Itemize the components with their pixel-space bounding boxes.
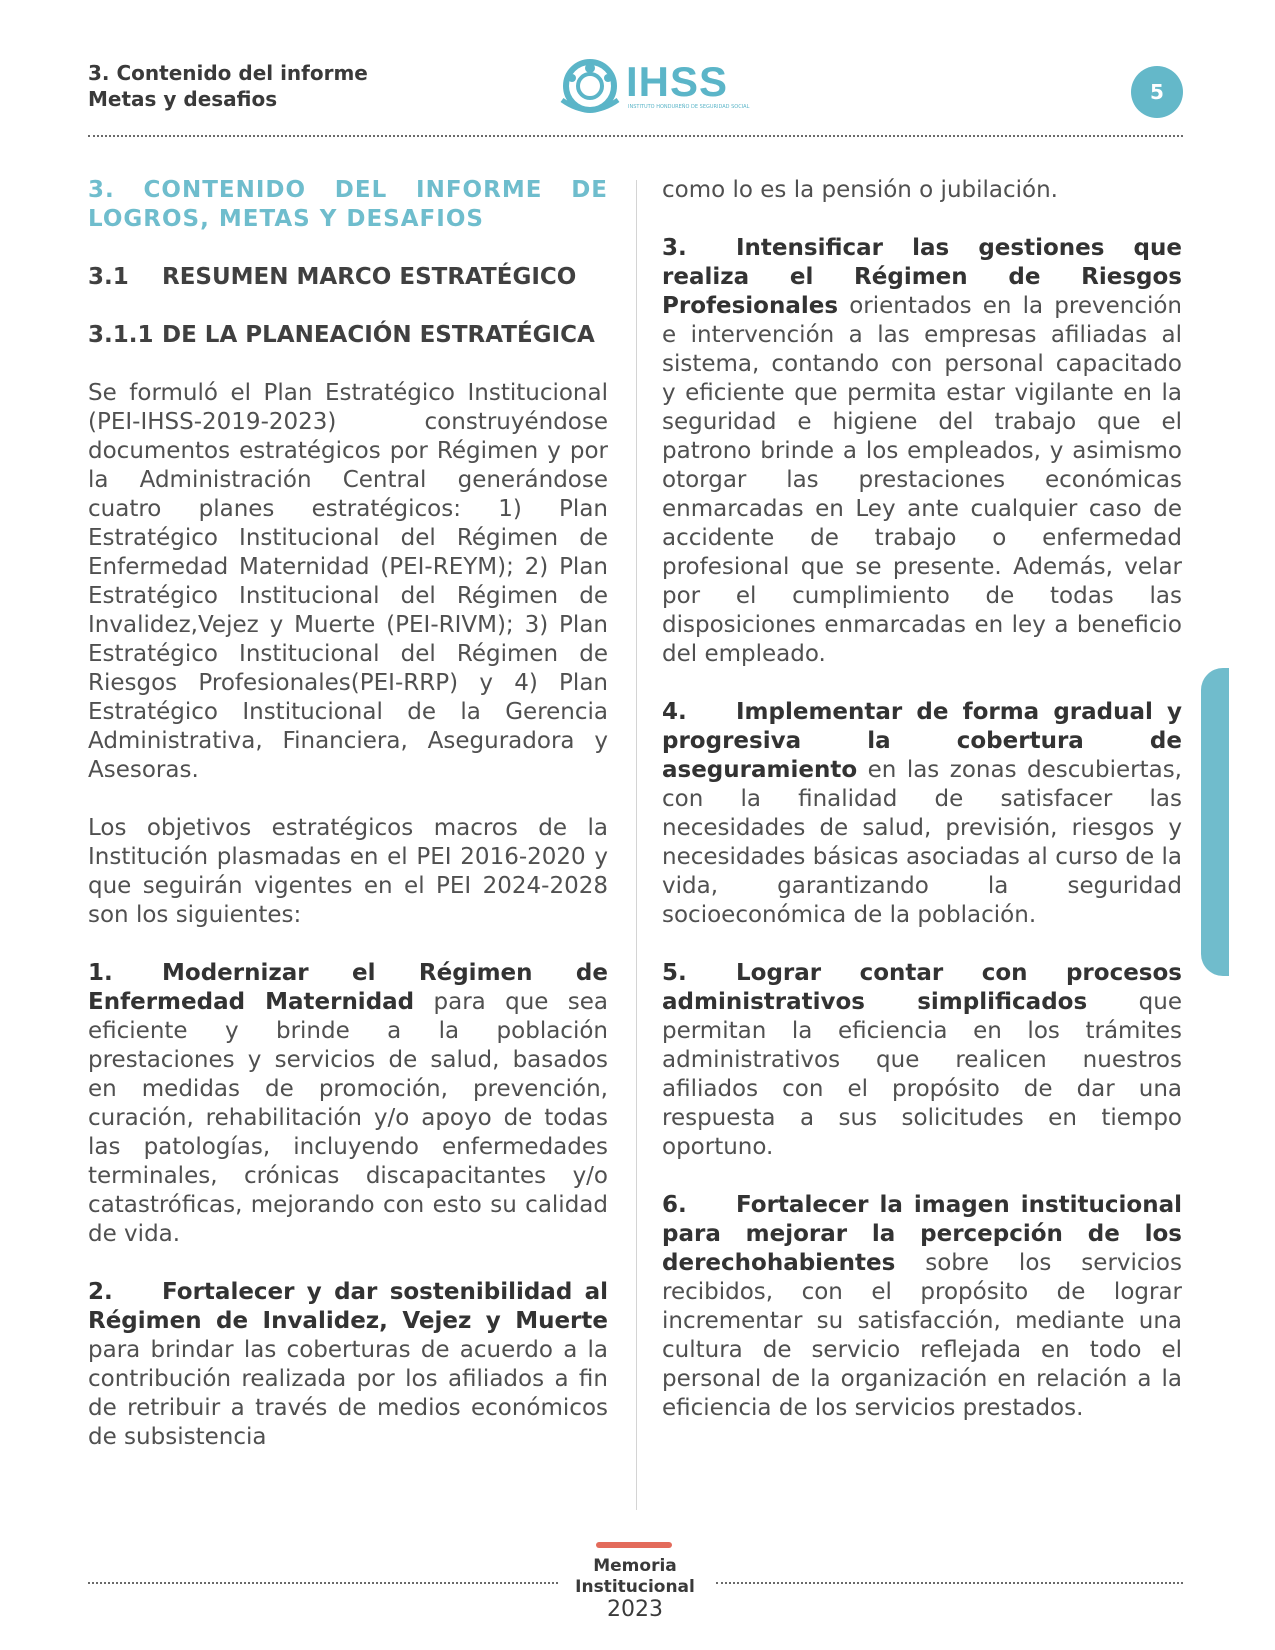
objective-body: orientados en la prevención e intervención a las empresas afiliadas al sistema, contando con personal capacitado y eficiente que permita estar vigilante en la seguridad e higiene del trabajo que el patrono brinde a los empleados, y asimismo otorgar las prestaciones económicas enmarcadas en Ley ante cualquier caso de accidente de trabajo o enfermedad profesional que se presente. Además, velar por el cumplimiento de todas las disposiciones enmarcadas en ley a beneficio del empleado.: [662, 293, 1182, 667]
objective-body: en las zonas descubiertas, con la finalidad de satisfacer las necesidades de salud, previsión, riesgos y necesidades básicas asociadas al curso de la vida, garantizando la seguridad socioeconómica de la población.: [662, 757, 1182, 928]
side-tab-marker: [1201, 668, 1229, 976]
objective-1: [88, 959, 608, 1249]
sub-subsection-heading: [88, 321, 608, 350]
header-divider: [88, 135, 1183, 137]
objective-lead: Modernizar el Régimen de Enfermedad Maternidad: [88, 960, 608, 1015]
footer-year: 2023: [607, 1597, 663, 1622]
left-column: [88, 176, 608, 1452]
sub-subsection-number: 3.1.1: [88, 322, 154, 348]
footer-accent-bar: [596, 1542, 672, 1548]
logo-wordmark: IHSS: [626, 58, 729, 105]
objective-body: sobre los servicios recibidos, con el propósito de lograr incrementar su satisfacción, mediante una cultura de servicio reflejada en todo el personal de la organización en relación a la eficiencia de los servicios prestados.: [662, 1250, 1182, 1421]
ihss-emblem-icon: [556, 56, 624, 118]
right-column: [662, 176, 1182, 1423]
objective-lead: Fortalecer y dar sostenibilidad al Régimen de Invalidez, Vejez y Muerte: [88, 1279, 608, 1334]
objective-lead: Fortalecer la imagen institucional para mejorar la percepción de los derechohabientes: [662, 1192, 1182, 1276]
sub-subsection-title: DE LA PLANEACIÓN ESTRATÉGICA: [162, 322, 595, 348]
paragraph-objectives-intro: Los objetivos estratégicos macros de la Institución plasmadas en el PEI 2016-2020 y que seguirán vigentes en el PEI 2024-2028 son los siguientes:: [88, 815, 608, 928]
objective-lead: Lograr contar con procesos administrativos simplificados: [662, 960, 1182, 1015]
objective-body: para brindar las coberturas de acuerdo a la contribución realizada por los afiliados a fin de retribuir a través de medios económicos de subsistencia: [88, 1337, 608, 1450]
header-chapter: 3. Contenido del informe: [88, 61, 368, 85]
page-number-badge: 5: [1131, 66, 1183, 118]
objective-5: [662, 959, 1182, 1162]
ihss-logo: [556, 52, 750, 118]
paragraph-plan: Se formuló el Plan Estratégico Institucional (PEI-IHSS-2019-2023) construyéndose documentos estratégicos por Régimen y por la Administración Central generándose cuatro planes estratégicos: 1) Plan Estratégico Institucional del Régimen de Enfermedad Maternidad (PEI-REYM); 2) Plan Estratégico Institucional del Régimen de Invalidez,Vejez y Muerte (PEI-RIVM); 3) Plan Estratégico Institucional del Régimen de Riesgos Profesionales(PEI-RRP) y 4) Plan Estratégico Institucional de la Gerencia Administrativa, Financiera, Aseguradora y Asesoras.: [88, 380, 608, 783]
objective-number: 5.: [662, 960, 687, 986]
section-title: 3. CONTENIDO DEL INFORME DE LOGROS, METAS Y DESAFIOS: [88, 177, 608, 232]
footer-line-1: Memoria: [593, 1556, 677, 1576]
objective-6: [662, 1191, 1182, 1423]
footer-line-2: Institucional: [575, 1577, 695, 1597]
footer-divider-right: [716, 1582, 1183, 1584]
objective-2: [88, 1278, 608, 1452]
objective-lead: Implementar de forma gradual y progresiva la cobertura de aseguramiento: [662, 699, 1182, 783]
column-divider: [636, 180, 637, 1510]
objective-4: [662, 698, 1182, 930]
objective-body: para que sea eficiente y brinde a la población prestaciones y servicios de salud, basados en medidas de promoción, prevención, curación, rehabilitación y/o apoyo de todas las patologías, incluyendo enfermedades terminales, crónicas discapacitantes y/o catastróficas, mejorando con esto su calidad de vida.: [88, 989, 609, 1247]
objective-2-continued: como lo es la pensión o jubilación.: [662, 177, 1058, 203]
subsection-heading: [88, 263, 608, 292]
footer-label: [560, 1556, 710, 1620]
logo-subtitle: INSTITUTO HONDUREÑO DE SEGURIDAD SOCIAL: [628, 104, 750, 110]
objective-number: 3.: [662, 235, 687, 261]
objective-number: 1.: [88, 960, 113, 986]
subsection-number: 3.1: [88, 264, 129, 290]
objective-3: [662, 234, 1182, 669]
header-subtitle: Metas y desafios: [88, 87, 278, 111]
objective-number: 6.: [662, 1192, 687, 1218]
objective-body: que permitan la eficiencia en los trámites administrativos que realicen nuestros afiliados con el propósito de dar una respuesta a sus solicitudes en tiempo oportuno.: [662, 989, 1183, 1160]
running-header: [88, 60, 368, 112]
objective-number: 2.: [88, 1279, 113, 1305]
footer-divider-left: [88, 1582, 558, 1584]
objective-lead: Intensificar las gestiones que realiza el Régimen de Riesgos Profesionales: [662, 235, 1182, 319]
objective-number: 4.: [662, 699, 687, 725]
subsection-title: RESUMEN MARCO ESTRATÉGICO: [162, 264, 577, 290]
